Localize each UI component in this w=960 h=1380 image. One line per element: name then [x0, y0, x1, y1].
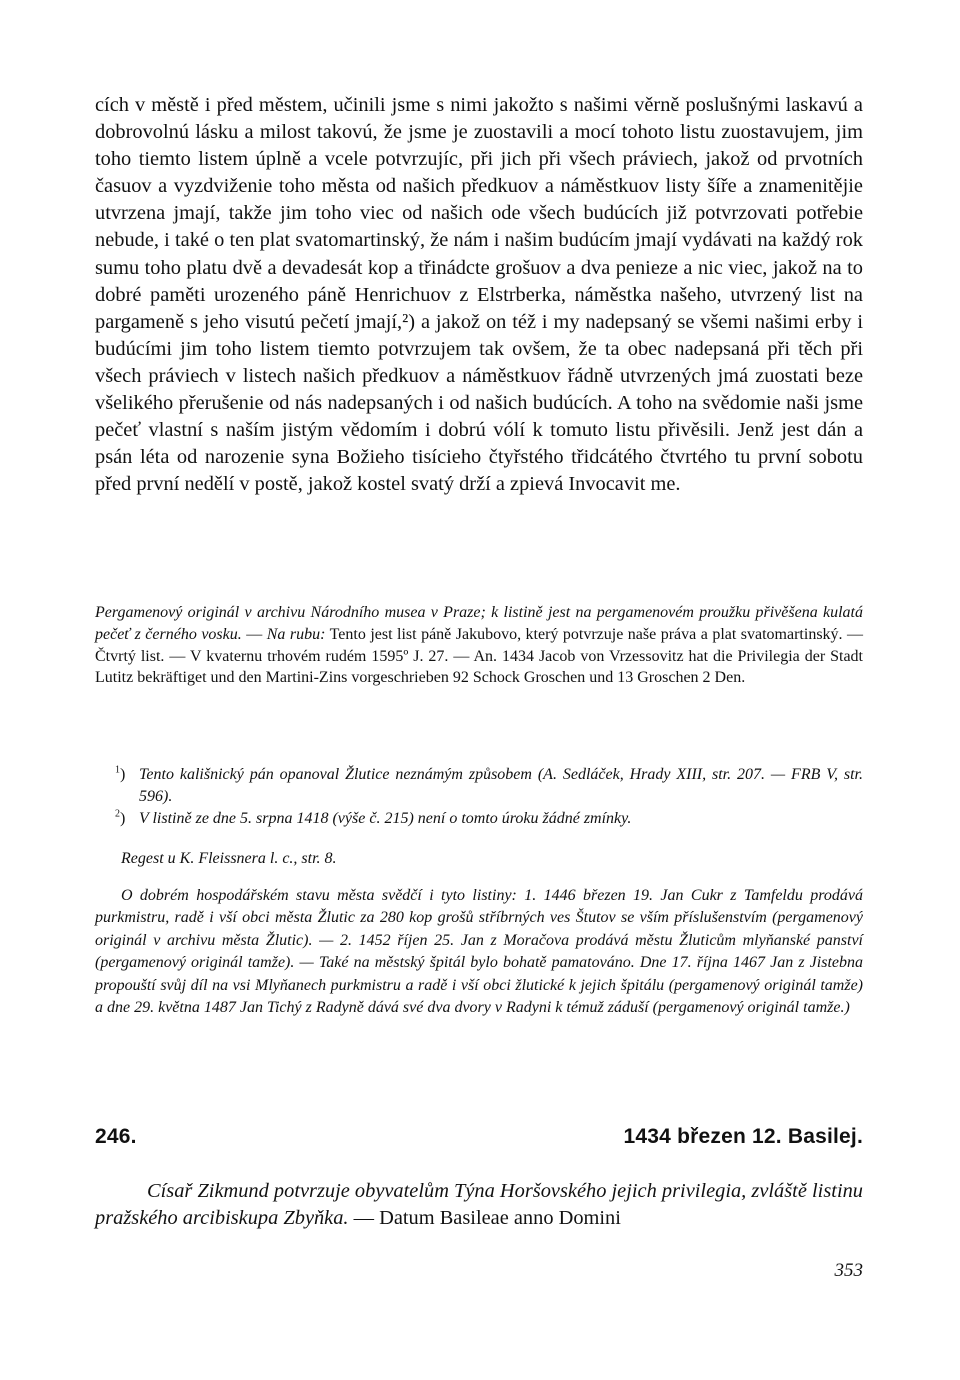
entry-number: 246.	[95, 1125, 137, 1148]
main-text-body: cích v městě i před městem, učinili jsme s nimi jakožto s našimi věrně poslušnými laskavú a dobrovolnú lásku a milost takovú, že jsme je zuostavili a mocí tohoto listu zuostavujem, jim toho tiemto listem úplně a vcele potvrzujíc, při jich při všech práviech, jakož od prvotních časuov a vyzdviženie toho města od našich předkuov a náměstkuov listy šíře a znamenitějie utvrzena jmají, takže jim toho viec od našich ode všech budúcích již potvrzovati potřebie nebude, i také o ten plat svatomartinský, že nám i našim budúcím jmají vydávati na každý rok sumu toho platu dvě a devadesát kop a třinádcte grošuov a dva penieze a nic viec, jakož na to dobré paměti urozeného páně Henrichuov z Elstrberka, náměstka našeho, utvrzený list na pargameně s jeho visutú pečetí jmají,²) a jakož on též i my nadepsaný se všemi našimi erby i budúcími jim toho listem tiemto potvrzujem tak ovšem, že ta obec nadepsaná při těch při všech práviech v listech našich předkuov a náměstkuov řádně utvrzených jmá zuostati beze všelikého přerušenie od nás nadepsaných i od našich budúcích. A toho na svědomie naši jsme pečeť vlastní s naším jistým vědomím i dobrú vólí k tomuto listu přivěsili. Jenž jest dán a psán léta od narozenie syna Božieho tisícieho čtyřstého třidcátého čtvrtého tu první sobotu před první nedělí v postě, jakož kostel svatý drží a zpievá Invocavit me.	[95, 94, 863, 496]
source-note	[95, 602, 863, 689]
source-note-description: Pergamenový originál v archivu Národního musea v Praze; k listině jest na pergamenovém proužku přivěšena kulatá pečeť z černého vosku.	[95, 604, 863, 643]
footnote-2	[95, 808, 863, 830]
entry-date-place: 1434 březen 12. Basilej.	[623, 1125, 863, 1148]
entry-summary	[95, 1178, 863, 1232]
source-note-rubric-text: Tento jest list páně Jakubovo, který potvrzuje naše práva a plat svatomartinský. — Čtvrtý list. — V kvaternu trhovém rudém 1595º J. 27. — An. 1434 Jacob von Vrzessovitz hat die Privilegia der Stadt Lutitz bekräftiget und den Martini-Zins vorgeschrieben 92 Schock Groschen und 13 Groschen 2 Den.	[95, 625, 864, 687]
historical-remark: O dobrém hospodářském stavu města svědčí i tyto listiny: 1. 1446 březen 19. Jan Cukr z Tamfeldu prodává purkmistru, radě i vší obci města Žlutic za 280 kop grošů stříbrných ves Štutov se vším příslušenstvím (pergamenový originál v archivu města Žlutic). — 2. 1452 říjen 25. Jan z Moračova prodává městu Žluticům mlyňanské panství (pergamenový originál tamže). — Také na městský špitál bylo bohatě pamatováno. Dne 17. října 1467 Jan z Jistebna propouští svůj díl na vsi Mlyňanech purkmistru a radě i vší obci žlutické k jejich špitálu (pergamenový originál tamže) a dne 29. května 1487 Jan Tichý z Radyně dává své dva dvory v Radyni k témuž záduší (pergamenový originál tamže.)	[95, 887, 863, 1017]
document-page	[95, 92, 864, 1281]
footnote-mark: $^1$)	[115, 764, 126, 783]
source-note-dash: —	[241, 625, 267, 643]
footnote-mark: $^2$)	[115, 808, 126, 827]
footnote-text: Tento kališnický pán opanoval Žlutice neznámým způsobem (A. Sedláček, Hrady XIII, str. 207. — FRB V, str. 596).	[139, 766, 863, 805]
source-note-rubric-label: Na rubu:	[266, 625, 326, 643]
regest-note: Regest u K. Fleissnera l. c., str. 8.	[121, 850, 337, 867]
footnote-1	[95, 764, 863, 808]
entry-header	[95, 1125, 863, 1149]
footnotes	[95, 764, 863, 829]
entry-summary-rest: — Datum Basileae anno Domini	[348, 1207, 621, 1229]
entry-summary-italic: Císař Zikmund potvrzuje obyvatelům Týna Horšovského jejich privilegia, zvláště listinu pražského arcibiskupa Zbyňka.	[95, 1180, 863, 1229]
footnote-text: V listině ze dne 5. srpna 1418 (výše č. 215) není o tomto úroku žádné zmínky.	[139, 809, 632, 827]
page-number: 353	[834, 1260, 863, 1281]
